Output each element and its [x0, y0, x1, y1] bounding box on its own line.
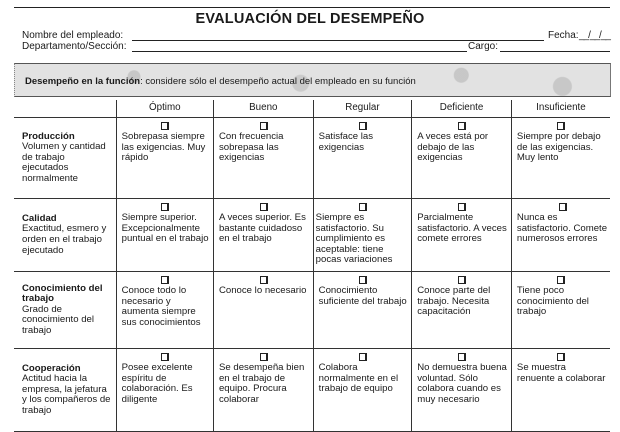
column-header-insuficiente: Insuficiente: [511, 100, 610, 118]
criterion-description: Exactitud, esmero y orden en el trabajo ejecutado: [22, 223, 107, 256]
rating-description: Siempre por debajo de las exigencias. Muy lento: [516, 131, 601, 164]
rating-description: Se muestra renuente a colaborar: [516, 362, 606, 384]
position-field[interactable]: [500, 51, 610, 52]
form-title: EVALUACIÓN DEL DESEMPEÑO: [195, 11, 425, 27]
rating-description: A veces superior. Es bastante cuidadoso en el trabajo: [218, 212, 306, 245]
checkbox-icon[interactable]: [557, 353, 565, 361]
criterion-cell: [14, 272, 116, 349]
rating-cell[interactable]: [313, 199, 412, 272]
table-row-produccion: [14, 118, 610, 199]
rating-description: Posee excelente espíritu de colaboración. Es diligente: [121, 362, 193, 405]
rating-description: Sobrepasa siempre las exigencias. Muy rápido: [121, 131, 206, 164]
department-label: Departamento/Sección:: [22, 41, 127, 52]
rating-cell[interactable]: [116, 199, 213, 272]
criterion-name: Conocimiento del trabajo: [22, 282, 103, 305]
position-label: Cargo:: [468, 41, 499, 52]
rating-description: Nunca es satisfactorio. Comete numerosos errores: [516, 212, 608, 245]
criterion-description: Actitud hacia la empresa, la jefatura y los compañeros de trabajo: [22, 373, 111, 416]
table-row-conocimiento: [14, 272, 610, 349]
rating-description: Siempre es satisfactorio. Su cumplimiento es aceptable: tiene pocas variaciones: [315, 212, 393, 266]
checkbox-icon[interactable]: [458, 353, 466, 361]
checkbox-icon[interactable]: [458, 276, 466, 284]
section-header: [14, 63, 611, 97]
checkbox-icon[interactable]: [458, 203, 466, 211]
date-label: Fecha:: [548, 30, 579, 41]
rating-description: Con frecuencia sobrepasa las exigencias: [218, 131, 284, 164]
rating-cell[interactable]: [511, 199, 610, 272]
checkbox-icon[interactable]: [458, 122, 466, 130]
checkbox-icon[interactable]: [359, 122, 367, 130]
criterion-name: Producción: [22, 130, 75, 142]
section-heading: Desempeño en la función: [25, 76, 141, 87]
rating-cell[interactable]: [213, 349, 313, 432]
rating-cell[interactable]: [213, 118, 313, 199]
criterion-description: Grado de conocimiento del trabajo: [22, 303, 94, 336]
rating-description: Tiene poco conocimiento del trabajo: [516, 285, 589, 318]
date-field[interactable]: __/__/__: [579, 30, 610, 41]
checkbox-icon[interactable]: [359, 276, 367, 284]
rating-description: Satisface las exigencias: [318, 131, 374, 153]
criterion-description: Volumen y cantidad de trabajo ejecutados normalmente: [22, 141, 106, 184]
checkbox-icon[interactable]: [557, 276, 565, 284]
criterion-name: Calidad: [22, 212, 57, 224]
criterion-cell: [14, 349, 116, 432]
checkbox-icon[interactable]: [557, 122, 565, 130]
rating-description: Se desempeña bien en el trabajo de equipo. Procura colaborar: [218, 362, 305, 405]
rating-cell[interactable]: [412, 272, 512, 349]
header-row: [14, 100, 610, 118]
evaluation-table: [14, 100, 610, 432]
rating-cell[interactable]: [511, 118, 610, 199]
rating-description: A veces está por debajo de las exigencias: [417, 131, 489, 164]
checkbox-icon[interactable]: [161, 353, 169, 361]
rating-description: Conoce todo lo necesario y aumenta siempre sus conocimientos: [121, 285, 201, 328]
section-instruction: [25, 76, 416, 87]
checkbox-icon[interactable]: [260, 353, 268, 361]
rating-description: Conoce parte del trabajo. Necesita capacitación: [417, 285, 491, 318]
criterion-cell: [14, 199, 116, 272]
rating-cell[interactable]: [412, 199, 512, 272]
rating-cell[interactable]: [511, 349, 610, 432]
checkbox-icon[interactable]: [260, 276, 268, 284]
checkbox-icon[interactable]: [161, 276, 169, 284]
criterion-name: Cooperación: [22, 362, 81, 374]
header-blank: [14, 100, 116, 118]
rating-cell[interactable]: [313, 349, 412, 432]
rating-cell[interactable]: [116, 349, 213, 432]
rating-description: Siempre superior. Excepcionalmente puntual en el trabajo: [121, 212, 209, 245]
table-row-calidad: [14, 199, 610, 272]
rating-description: Conocimiento suficiente del trabajo: [318, 285, 407, 307]
rating-description: Parcialmente satisfactorio. A veces comete errores: [417, 212, 507, 245]
table-row-cooperacion: [14, 349, 610, 432]
rating-description: Colabora normalmente en el trabajo de equipo: [318, 362, 399, 395]
checkbox-icon[interactable]: [260, 203, 268, 211]
employee-name-label: Nombre del empleado:: [22, 30, 124, 41]
rating-cell[interactable]: [511, 272, 610, 349]
rating-cell[interactable]: [313, 272, 412, 349]
rating-cell[interactable]: [116, 272, 213, 349]
checkbox-icon[interactable]: [161, 122, 169, 130]
checkbox-icon[interactable]: [359, 203, 367, 211]
rating-cell[interactable]: [412, 118, 512, 199]
column-header-bueno: Bueno: [213, 100, 313, 118]
rating-cell[interactable]: [116, 118, 213, 199]
rating-cell[interactable]: [313, 118, 412, 199]
rating-description: Conoce lo necesario: [218, 285, 307, 296]
section-instruction-text: : considere sólo el desempeño actual del empleado en su función: [140, 76, 416, 87]
checkbox-icon[interactable]: [161, 203, 169, 211]
column-header-deficiente: Deficiente: [412, 100, 512, 118]
rating-cell[interactable]: [213, 272, 313, 349]
rating-cell[interactable]: [412, 349, 512, 432]
department-field[interactable]: [132, 51, 467, 52]
top-rule: [14, 7, 610, 8]
column-header-optimo: Óptimo: [116, 100, 213, 118]
checkbox-icon[interactable]: [559, 203, 567, 211]
column-header-regular: Regular: [313, 100, 412, 118]
checkbox-icon[interactable]: [260, 122, 268, 130]
criterion-cell: [14, 118, 116, 199]
checkbox-icon[interactable]: [359, 353, 367, 361]
rating-cell[interactable]: [213, 199, 313, 272]
department-position-row: [22, 41, 610, 53]
rating-description: No demuestra buena voluntad. Sólo colabora cuando es muy necesario: [417, 362, 507, 405]
